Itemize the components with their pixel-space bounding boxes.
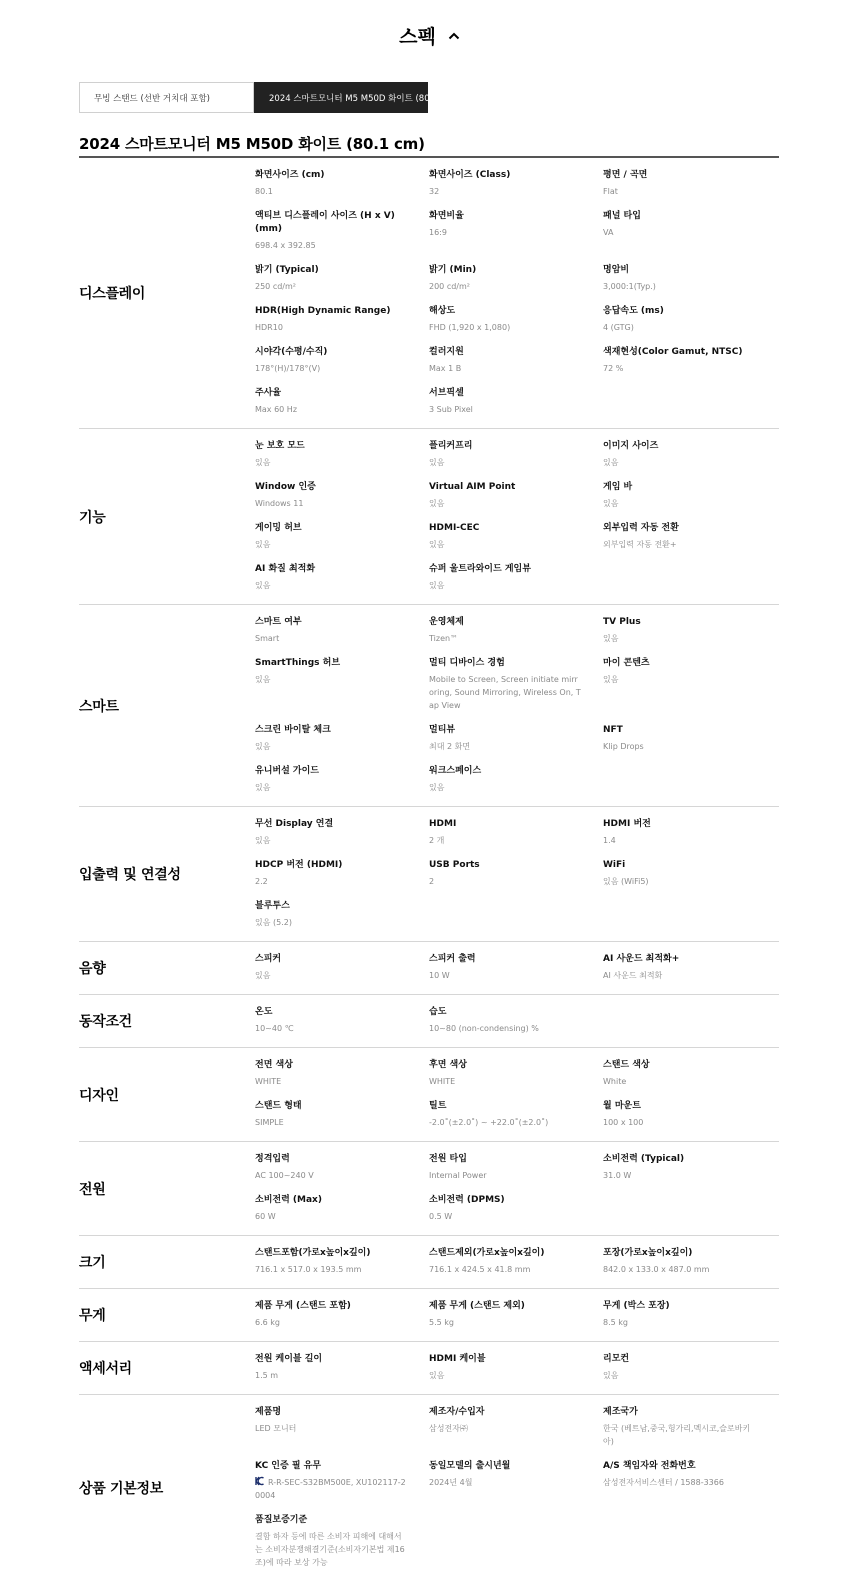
- spec-item: [429, 522, 603, 563]
- spec-section: [79, 1395, 779, 1581]
- section-name: 디자인: [79, 1087, 119, 1104]
- spec-item: [603, 1460, 779, 1514]
- spec-value: Internal Power: [429, 1171, 487, 1180]
- spec-item: [429, 481, 603, 522]
- spec-label: 스크린 바이탈 체크: [255, 725, 331, 735]
- spec-label: 정격입력: [255, 1154, 290, 1164]
- section-name: 음향: [79, 961, 106, 977]
- spec-value: 2 개: [429, 836, 445, 845]
- spec-value: 있음: [603, 675, 619, 684]
- spec-item: [429, 1153, 603, 1194]
- spec-item: [429, 346, 603, 387]
- spec-grid: [255, 1395, 779, 1581]
- spec-value: 있음: [429, 540, 445, 549]
- spec-value: Max 60 Hz: [255, 405, 298, 414]
- page-title: 스펙: [399, 26, 436, 48]
- spec-value: FHD (1,920 x 1,080): [429, 323, 511, 332]
- spec-value: Windows 11: [255, 499, 304, 508]
- spec-label: 후면 색상: [429, 1060, 467, 1070]
- chevron-up-icon[interactable]: [447, 29, 461, 43]
- spec-item: [603, 818, 779, 859]
- spec-label: TV Plus: [603, 617, 641, 627]
- spec-item: [255, 1247, 429, 1288]
- spec-label: HDMI 케이블: [429, 1354, 486, 1364]
- spec-grid: [255, 1142, 779, 1235]
- spec-item: [429, 818, 603, 859]
- spec-item: [429, 563, 603, 604]
- spec-item: [255, 818, 429, 859]
- spec-label: 시야각(수평/수직): [255, 347, 328, 357]
- spec-item: [255, 1006, 429, 1047]
- spec-value: WHITE: [255, 1077, 282, 1086]
- spec-item: [603, 264, 779, 305]
- spec-value: Smart: [255, 634, 280, 643]
- spec-item: [255, 169, 429, 210]
- spec-label: 스탠드포함(가로x높이x깊이): [255, 1248, 371, 1258]
- spec-grid: [255, 1289, 779, 1341]
- spec-value: 5.5 kg: [429, 1318, 454, 1327]
- spec-item: [255, 1300, 429, 1341]
- spec-value: 최대 2 화면: [429, 742, 471, 751]
- spec-section: [79, 1048, 779, 1142]
- spec-label: 화면사이즈 (cm): [255, 170, 325, 180]
- spec-value: 있음: [255, 675, 271, 684]
- spec-value: 있음: [429, 499, 445, 508]
- spec-label: 밝기 (Typical): [255, 265, 319, 275]
- spec-label: Virtual AIM Point: [429, 482, 516, 492]
- spec-item: [255, 1514, 429, 1581]
- spec-item: [429, 1059, 603, 1100]
- spec-item: [429, 953, 603, 994]
- spec-value: 삼성전자서비스센터 / 1588-3366: [603, 1478, 724, 1487]
- spec-item: [255, 1194, 429, 1235]
- spec-item: [255, 264, 429, 305]
- spec-value: 있음: [255, 742, 271, 751]
- spec-value: 있음 (5.2): [255, 918, 292, 927]
- spec-item: [255, 1100, 429, 1141]
- spec-item: [603, 616, 779, 657]
- section-name: 기능: [79, 509, 106, 526]
- spec-label: 멀티뷰: [429, 725, 456, 735]
- spec-section: [79, 1342, 779, 1395]
- spec-item: [429, 1100, 603, 1141]
- spec-item: [255, 1059, 429, 1100]
- spec-item: [255, 1406, 429, 1460]
- spec-item: [255, 481, 429, 522]
- spec-item: [603, 210, 779, 264]
- spec-value: 10~80 (non-condensing) %: [429, 1024, 539, 1033]
- spec-item: [429, 440, 603, 481]
- spec-label: WiFi: [603, 860, 626, 870]
- section-name: 디스플레이: [79, 286, 146, 302]
- spec-value: LED 모니터: [255, 1424, 297, 1433]
- spec-label: 해상도: [429, 306, 456, 316]
- spec-value: 결함 하자 등에 따른 소비자 피해에 대해서는 소비자분쟁해결기준(소비자기본법 제16조)에 따라 보상 가능: [255, 1532, 405, 1567]
- spec-item: [255, 210, 429, 264]
- spec-item: [603, 953, 779, 994]
- spec-item: [603, 1059, 779, 1100]
- spec-value: 있음: [603, 499, 619, 508]
- tab-m50d-white[interactable]: 2024 스마트모니터 M5 M50D 화이트 (80...: [254, 82, 428, 113]
- spec-label: SmartThings 허브: [255, 658, 341, 668]
- spec-item: [603, 1406, 779, 1460]
- kc-mark-icon: [255, 1476, 264, 1486]
- spec-label: 밝기 (Min): [429, 265, 477, 275]
- spec-value: Tizen™: [429, 634, 459, 643]
- spec-item: [603, 1300, 779, 1341]
- spec-section: [79, 807, 779, 942]
- spec-value: 있음: [255, 581, 271, 590]
- spec-grid: [255, 158, 779, 428]
- spec-value: 8.5 kg: [603, 1318, 628, 1327]
- spec-label: AI 사운드 최적화+: [603, 954, 680, 964]
- spec-value: 2: [429, 877, 435, 886]
- model-tabs: [79, 82, 438, 113]
- spec-label: 리모컨: [603, 1354, 630, 1364]
- spec-header[interactable]: [0, 22, 860, 49]
- spec-value: [255, 1476, 407, 1502]
- spec-section: [79, 942, 779, 995]
- spec-value: 10 W: [429, 971, 450, 980]
- spec-label: 제조국가: [603, 1407, 638, 1417]
- section-name: 크기: [79, 1255, 106, 1271]
- spec-label: USB Ports: [429, 860, 480, 870]
- spec-item: [429, 210, 603, 264]
- spec-item: [603, 1153, 779, 1194]
- spec-value: 있음: [429, 581, 445, 590]
- spec-label: 외부입력 자동 전환: [603, 523, 679, 533]
- spec-label: KC 인증 필 유무: [255, 1461, 322, 1471]
- spec-section: [79, 1236, 779, 1289]
- spec-label: Window 인증: [255, 482, 316, 492]
- spec-value: AC 100~240 V: [255, 1171, 314, 1180]
- spec-value: 외부입력 자동 전환+: [603, 540, 677, 549]
- spec-grid: [255, 942, 779, 994]
- spec-section: [79, 605, 779, 807]
- spec-label: 제조자/수입자: [429, 1407, 485, 1417]
- spec-label: 무선 Display 연결: [255, 819, 334, 829]
- section-name: 상품 기본정보: [79, 1481, 163, 1497]
- spec-section: [79, 995, 779, 1048]
- spec-value: White: [603, 1077, 627, 1086]
- spec-value: 716.1 x 424.5 x 41.8 mm: [429, 1265, 531, 1274]
- spec-label: 블루투스: [255, 901, 290, 911]
- spec-label: 제품명: [255, 1407, 282, 1417]
- spec-value: VA: [603, 228, 614, 237]
- spec-label: 소비전력 (Typical): [603, 1154, 685, 1164]
- spec-label: 스탠드 형태: [255, 1101, 302, 1111]
- spec-item: [603, 481, 779, 522]
- spec-value: 있음: [603, 458, 619, 467]
- section-name: 스마트: [79, 698, 119, 715]
- spec-value: 16:9: [429, 228, 447, 237]
- spec-value: 있음: [429, 783, 445, 792]
- spec-value: 있음: [429, 458, 445, 467]
- spec-item: [603, 724, 779, 765]
- spec-grid: [255, 1342, 779, 1394]
- spec-grid: [255, 807, 779, 941]
- spec-label: 응답속도 (ms): [603, 306, 664, 316]
- section-name: 동작조건: [79, 1014, 132, 1030]
- spec-item: [429, 616, 603, 657]
- spec-label: 마이 콘텐츠: [603, 658, 650, 668]
- spec-value: Max 1 B: [429, 364, 462, 373]
- spec-label: 멀티 디바이스 경험: [429, 658, 505, 668]
- spec-item: [255, 1353, 429, 1394]
- spec-grid: [255, 429, 779, 604]
- spec-item: [429, 724, 603, 765]
- spec-label: 무게 (박스 포장): [603, 1301, 670, 1311]
- spec-label: HDCP 버전 (HDMI): [255, 860, 343, 870]
- spec-item: [255, 1460, 429, 1514]
- spec-value: 있음: [429, 1371, 445, 1380]
- kc-number: R-R-SEC-S32BM500E, XU102117-20004: [255, 1478, 406, 1500]
- spec-value: 있음: [255, 540, 271, 549]
- spec-item: [429, 1406, 603, 1460]
- spec-value: 100 x 100: [603, 1118, 644, 1127]
- spec-label: 슈퍼 울트라와이드 게임뷰: [429, 564, 531, 574]
- spec-value: 60 W: [255, 1212, 276, 1221]
- spec-label: 플리커프리: [429, 441, 473, 451]
- spec-label: A/S 책임자와 전화번호: [603, 1461, 696, 1471]
- spec-value: 32: [429, 187, 440, 196]
- spec-value: AI 사운드 최적화: [603, 971, 663, 980]
- spec-item: [255, 616, 429, 657]
- spec-label: 스탠드제외(가로x높이x깊이): [429, 1248, 545, 1258]
- spec-item: [255, 387, 429, 428]
- spec-label: 습도: [429, 1007, 447, 1017]
- spec-value: 있음: [255, 458, 271, 467]
- spec-value: 2.2: [255, 877, 268, 886]
- spec-item: [255, 953, 429, 994]
- spec-item: [603, 859, 779, 900]
- spec-value: 있음: [255, 971, 271, 980]
- spec-item: [603, 440, 779, 481]
- spec-label: 스피커: [255, 954, 282, 964]
- spec-value: 삼성전자㈜: [429, 1424, 468, 1433]
- spec-label: 유니버설 가이드: [255, 766, 319, 776]
- spec-item: [603, 169, 779, 210]
- spec-item: [603, 1100, 779, 1141]
- spec-value: 178°(H)/178°(V): [255, 364, 321, 373]
- spec-label: HDR(High Dynamic Range): [255, 306, 391, 316]
- spec-section: [79, 158, 779, 429]
- spec-value: 한국 (베트남,중국,헝가리,멕시코,슬로바키아): [603, 1424, 751, 1446]
- spec-item: [429, 1353, 603, 1394]
- spec-item: [603, 522, 779, 563]
- spec-item: [603, 1353, 779, 1394]
- spec-section: [79, 429, 779, 605]
- spec-label: 컬러지원: [429, 347, 464, 357]
- spec-label: 소비전력 (DPMS): [429, 1195, 505, 1205]
- spec-label: 이미지 사이즈: [603, 441, 659, 451]
- spec-value: 있음: [255, 836, 271, 845]
- spec-label: AI 화질 최적화: [255, 564, 316, 574]
- spec-item: [255, 657, 429, 724]
- spec-label: 제품 무게 (스탠드 제외): [429, 1301, 525, 1311]
- spec-value: 716.1 x 517.0 x 193.5 mm: [255, 1265, 362, 1274]
- section-name: 전원: [79, 1181, 106, 1198]
- spec-label: 주사율: [255, 388, 282, 398]
- spec-value: Mobile to Screen, Screen initiate mirroring, Sound Mirroring, Wireless On, Tap View: [429, 675, 581, 710]
- spec-label: 게임 바: [603, 482, 633, 492]
- spec-item: [429, 1194, 603, 1235]
- spec-label: 화면사이즈 (Class): [429, 170, 511, 180]
- spec-value: 200 cd/m²: [429, 282, 470, 291]
- spec-section: [79, 1142, 779, 1236]
- spec-value: 4 (GTG): [603, 323, 634, 332]
- spec-value: 250 cd/m²: [255, 282, 296, 291]
- spec-item: [255, 440, 429, 481]
- spec-item: [429, 1247, 603, 1288]
- spec-label: 전원 케이블 길이: [255, 1354, 323, 1364]
- spec-item: [429, 264, 603, 305]
- spec-value: 1.5 m: [255, 1371, 279, 1380]
- spec-item: [603, 657, 779, 724]
- spec-item: [603, 305, 779, 346]
- spec-item: [255, 900, 429, 941]
- spec-value: 0.5 W: [429, 1212, 453, 1221]
- spec-label: 게이밍 허브: [255, 523, 302, 533]
- spec-label: HDMI: [429, 819, 457, 829]
- spec-label: 제품 무게 (스탠드 포함): [255, 1301, 351, 1311]
- spec-value: 842.0 x 133.0 x 487.0 mm: [603, 1265, 710, 1274]
- spec-value: 10~40 ℃: [255, 1024, 294, 1033]
- spec-item: [429, 1460, 603, 1514]
- spec-item: [429, 305, 603, 346]
- spec-value: HDR10: [255, 323, 283, 332]
- spec-label: 온도: [255, 1007, 273, 1017]
- spec-value: 있음 (WiFi5): [603, 877, 649, 886]
- spec-value: 3 Sub Pixel: [429, 405, 473, 414]
- spec-item: [603, 346, 779, 387]
- spec-value: 있음: [603, 634, 619, 643]
- spec-item: [255, 305, 429, 346]
- spec-value: Klip Drops: [603, 742, 644, 751]
- spec-label: 액티브 디스플레이 사이즈 (H x V) (mm): [255, 211, 395, 234]
- spec-label: 포장(가로x높이x깊이): [603, 1248, 693, 1258]
- spec-item: [429, 1300, 603, 1341]
- spec-item: [429, 765, 603, 806]
- spec-value: Flat: [603, 187, 618, 196]
- spec-value: 있음: [603, 1371, 619, 1380]
- spec-value: 698.4 x 392.85: [255, 241, 316, 250]
- spec-grid: [255, 1048, 779, 1141]
- spec-item: [429, 859, 603, 900]
- spec-value: 80.1: [255, 187, 273, 196]
- spec-label: 스탠드 색상: [603, 1060, 650, 1070]
- spec-value: 72 %: [603, 364, 624, 373]
- spec-label: 소비전력 (Max): [255, 1195, 322, 1205]
- spec-label: HDMI-CEC: [429, 523, 480, 533]
- section-name: 무게: [79, 1308, 106, 1324]
- spec-item: [429, 1006, 603, 1047]
- section-name: 액세서리: [79, 1361, 132, 1377]
- spec-label: 스마트 여부: [255, 617, 302, 627]
- spec-label: 전원 타입: [429, 1154, 467, 1164]
- spec-item: [429, 657, 603, 724]
- spec-item: [255, 1153, 429, 1194]
- spec-label: 틸트: [429, 1101, 447, 1111]
- spec-label: 패널 타입: [603, 211, 641, 221]
- tab-moving-stand[interactable]: 무빙 스탠드 (선반 거치대 포함): [79, 82, 254, 113]
- spec-item: [255, 765, 429, 806]
- spec-item: [255, 346, 429, 387]
- spec-item: [255, 563, 429, 604]
- spec-item: [255, 522, 429, 563]
- spec-value: 3,000:1(Typ.): [603, 282, 656, 291]
- spec-item: [429, 387, 603, 428]
- spec-item: [603, 1247, 779, 1288]
- spec-value: 31.0 W: [603, 1171, 632, 1180]
- spec-label: 화면비율: [429, 211, 464, 221]
- spec-value: 있음: [255, 783, 271, 792]
- spec-label: 워크스페이스: [429, 766, 482, 776]
- spec-value: 2024년 4월: [429, 1478, 473, 1487]
- spec-grid: [255, 995, 779, 1047]
- spec-label: 스피커 출력: [429, 954, 476, 964]
- spec-value: 6.6 kg: [255, 1318, 280, 1327]
- spec-label: 서브픽셀: [429, 388, 464, 398]
- spec-table: [79, 158, 779, 1581]
- spec-value: WHITE: [429, 1077, 456, 1086]
- spec-section: [79, 1289, 779, 1342]
- spec-label: 운영체제: [429, 617, 464, 627]
- spec-label: 명암비: [603, 265, 630, 275]
- spec-label: NFT: [603, 725, 623, 735]
- spec-grid: [255, 605, 779, 806]
- spec-label: 색재현성(Color Gamut, NTSC): [603, 347, 743, 357]
- spec-label: 눈 보호 모드: [255, 441, 305, 451]
- spec-label: 전면 색상: [255, 1060, 293, 1070]
- spec-label: 평면 / 곡면: [603, 170, 648, 180]
- spec-label: 동일모델의 출시년월: [429, 1461, 511, 1471]
- spec-value: -2.0˚(±2.0˚) ~ +22.0˚(±2.0˚): [429, 1118, 549, 1127]
- spec-value: SIMPLE: [255, 1118, 284, 1127]
- spec-grid: [255, 1236, 779, 1288]
- section-name: 입출력 및 연결성: [79, 867, 181, 883]
- spec-label: 월 마운트: [603, 1101, 641, 1111]
- spec-item: [255, 724, 429, 765]
- product-title: 2024 스마트모니터 M5 M50D 화이트 (80.1 cm): [79, 135, 425, 153]
- spec-label: 품질보증기준: [255, 1515, 308, 1525]
- spec-label: HDMI 버전: [603, 819, 651, 829]
- spec-item: [255, 859, 429, 900]
- spec-value: 1.4: [603, 836, 616, 845]
- spec-item: [429, 169, 603, 210]
